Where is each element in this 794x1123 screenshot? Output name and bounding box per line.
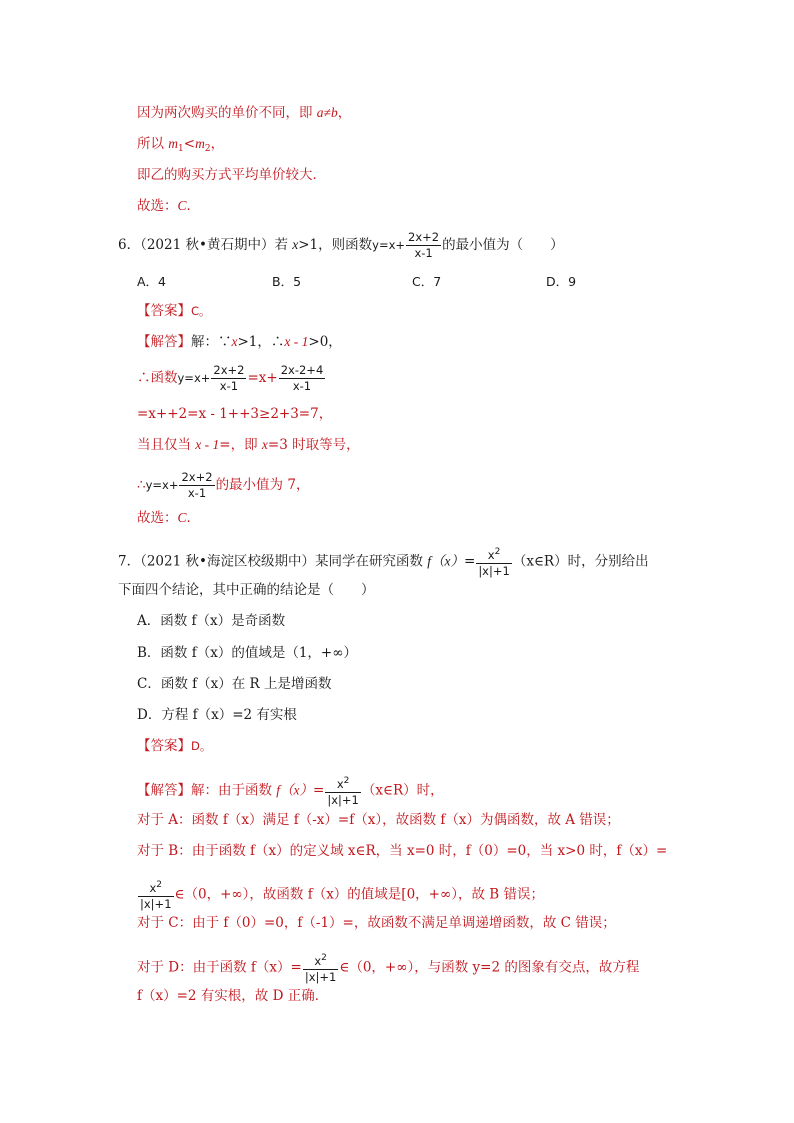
- q7-stem-b: （x∈R）时，分别给出: [512, 553, 649, 570]
- q6-answer: C。: [191, 304, 211, 318]
- q6-analysis-line-3: =x++2=x - 1++3≥2+3=7，: [137, 406, 333, 422]
- prev-l2-m1: m: [168, 136, 179, 151]
- q6-s2-den1: x-1: [211, 378, 246, 394]
- q7-a4-fraction: [138, 878, 174, 912]
- q7-stem-eq: =: [464, 553, 476, 570]
- q6-s4-b: x - 1: [195, 437, 220, 452]
- q6-s5-a: ∴: [137, 477, 146, 493]
- q6-analysis-line-6: [137, 509, 200, 527]
- q7-a1-numerator: [325, 774, 361, 792]
- q7-a4-numerator: [138, 878, 174, 896]
- q6-stem-numerator: 2x+2: [408, 230, 440, 244]
- q7-a1-num-sup: 2: [343, 776, 350, 786]
- q6-option-c: C．7: [412, 274, 442, 289]
- q6-s6-text: 故选：: [137, 510, 178, 526]
- q7-a1-a: 解：由于函数: [191, 782, 277, 799]
- prev-line-1: [137, 104, 351, 122]
- prev-l4-ans: C: [177, 198, 187, 213]
- q6-s6-end: ．: [186, 510, 201, 526]
- q6-analysis-line-4: [137, 436, 360, 454]
- q7-answer-tag: 【答案】: [137, 738, 191, 754]
- q7-option-a: A．函数 f（x）是奇函数: [137, 613, 286, 629]
- q7-a6-a: 对于 D：由于函数 f（x）=: [137, 959, 302, 976]
- q6-s5-b: 的最小值为 7，: [215, 477, 310, 493]
- q6-s4-d: x: [261, 437, 268, 452]
- q7-stem-num-sup: 2: [494, 547, 501, 557]
- q6-s2-den2: x-1: [279, 378, 326, 394]
- q6-option-d: D．9: [546, 274, 577, 289]
- prev-line-4: [137, 197, 200, 215]
- q7-a6-denominator: |x|+1: [304, 970, 337, 984]
- q7-a1-fraction: [325, 774, 361, 808]
- q7-analysis-line-2: 对于 A：函数 f（x）满足 f（-x）=f（x），故函数 f（x）为偶函数，故 A 错误；: [137, 812, 620, 828]
- q7-a6-num-sup: 2: [321, 953, 327, 963]
- q6-stem: [118, 230, 564, 261]
- q6-stem-c: 的最小值为（ ）: [442, 237, 564, 253]
- q6-s1-d: >0，: [308, 334, 342, 350]
- q7-analysis-line-4: [137, 878, 544, 912]
- q7-analysis-tag: 【解答】: [137, 782, 191, 799]
- q6-s2-fraction-2: [279, 363, 326, 394]
- q6-s2-num2: 2x-2+4: [280, 363, 324, 377]
- q7-stem-denominator: |x|+1: [478, 564, 510, 578]
- q7-a4-text: ∈（0，+∞），故函数 f（x）的值域是[0，+∞），故 B 错误；: [174, 886, 544, 903]
- q7-a1-num-x: x: [336, 777, 344, 791]
- q6-analysis-line-2: [137, 363, 326, 394]
- prev-l1-text: 因为两次购买的单价不同，即: [137, 105, 317, 121]
- prev-l4-end: ．: [186, 198, 201, 214]
- prev-l1-end: ，: [337, 105, 352, 121]
- q6-s1-x: x: [231, 334, 238, 349]
- q7-answer-line: [137, 737, 211, 755]
- q7-a4-denominator: |x|+1: [140, 897, 172, 911]
- q7-a1-b: （x∈R）时，: [361, 782, 444, 799]
- prev-l2-text: 所以: [137, 136, 169, 152]
- q7-a6-b: ∈（0，+∞），与函数 y=2 的图象有交点，故方程: [339, 959, 640, 976]
- q6-s2-a: ∴函数: [137, 370, 178, 386]
- q7-option-b: B．函数 f（x）的值域是（1，+∞）: [137, 645, 357, 661]
- q7-a1-eq: =: [313, 782, 325, 799]
- q6-s2-y: y=x+: [177, 371, 211, 385]
- q6-s5-fraction: [179, 470, 214, 501]
- q7-option-c: C．函数 f（x）在 R 上是增函数: [137, 676, 332, 692]
- q7-a1-denominator: |x|+1: [327, 793, 359, 807]
- q6-s6-ans: C: [177, 510, 187, 525]
- q6-s4-c: =，即: [219, 437, 262, 453]
- prev-l2-sub1: 1: [178, 144, 184, 154]
- prev-line-3: 即乙的购买方式平均单价较大．: [137, 167, 326, 183]
- q6-s2-eq: =x+: [247, 370, 278, 386]
- prev-l2-end: ，: [210, 136, 225, 152]
- q6-stem-fraction: [406, 230, 441, 261]
- q6-s2-fraction-1: [211, 363, 246, 394]
- q7-stem-num-x: x: [487, 548, 495, 562]
- q6-s5-y: y=x+: [145, 478, 179, 492]
- prev-l2-sub2: 2: [204, 144, 211, 154]
- q7-option-d: D．方程 f（x）=2 有实根: [137, 707, 297, 723]
- q7-stem-line-1: [118, 545, 649, 579]
- q7-a4-num-sup: 2: [156, 880, 163, 890]
- q6-s5-den: x-1: [179, 485, 214, 501]
- prev-line-2: [137, 135, 224, 158]
- q7-analysis-line-7: f（x）=2 有实根，故 D 正确．: [137, 988, 329, 1004]
- q6-stem-denominator: x-1: [406, 245, 441, 261]
- q7-stem-f: f（x）: [427, 553, 464, 569]
- q6-stem-a: 6．（2021 秋•黄石期中）若: [118, 237, 293, 253]
- q6-s1-b: >1，∴: [237, 334, 285, 350]
- q7-analysis-line-1: [137, 774, 444, 808]
- q6-analysis-line-1: [137, 333, 342, 351]
- prev-l4-text: 故选：: [137, 198, 178, 214]
- q6-s2-num1: 2x+2: [213, 363, 245, 377]
- q6-s5-num: 2x+2: [181, 470, 213, 484]
- q6-answer-tag: 【答案】: [137, 303, 191, 319]
- q6-option-b: B．5: [272, 274, 302, 289]
- q6-analysis-tag: 【解答】: [137, 334, 191, 350]
- q6-s4-a: 当且仅当: [137, 437, 196, 453]
- q7-a6-numerator: [303, 951, 339, 969]
- q6-option-a: A．4: [137, 274, 167, 289]
- prev-l1-math: a≠b: [316, 105, 338, 120]
- q7-analysis-line-6: [137, 951, 639, 985]
- q6-s1: 解：∵: [191, 334, 232, 350]
- q7-stem-numerator: [476, 545, 512, 563]
- q6-analysis-line-5: [137, 470, 309, 501]
- q6-stem-b: >1，则函数: [298, 237, 373, 253]
- q7-stem-fraction: [476, 545, 512, 579]
- q6-s4-e: =3 时取等号，: [267, 437, 360, 453]
- q7-analysis-line-3: 对于 B：由于函数 f（x）的定义域 x∈R，当 x=0 时，f（0）=0，当 x>0 时，f（x）=: [137, 843, 668, 859]
- q7-a1-f: f（x）: [276, 782, 314, 798]
- q7-a6-num-x: x: [314, 954, 322, 968]
- q7-a6-fraction: [303, 951, 339, 985]
- prev-l2-lt: <: [183, 136, 196, 152]
- q7-a4-num-x: x: [149, 881, 157, 895]
- q7-answer: D。: [191, 739, 212, 753]
- prev-l2-m2: m: [195, 136, 205, 151]
- q6-s1-c: x - 1: [284, 334, 309, 349]
- q7-stem-a: 7．（2021 秋•海淀区校级期中）某同学在研究函数: [118, 553, 428, 570]
- q6-answer-line: [137, 302, 211, 320]
- q6-stem-y: y=x+: [372, 238, 406, 252]
- q7-analysis-line-5: 对于 C：由于 f（0）=0，f（-1）=，故函数不满足单调递增函数，故 C 错误；: [137, 915, 616, 931]
- q6-stem-x: x: [292, 237, 299, 252]
- q7-stem-line-2: 下面四个结论，其中正确的结论是（ ）: [118, 582, 375, 598]
